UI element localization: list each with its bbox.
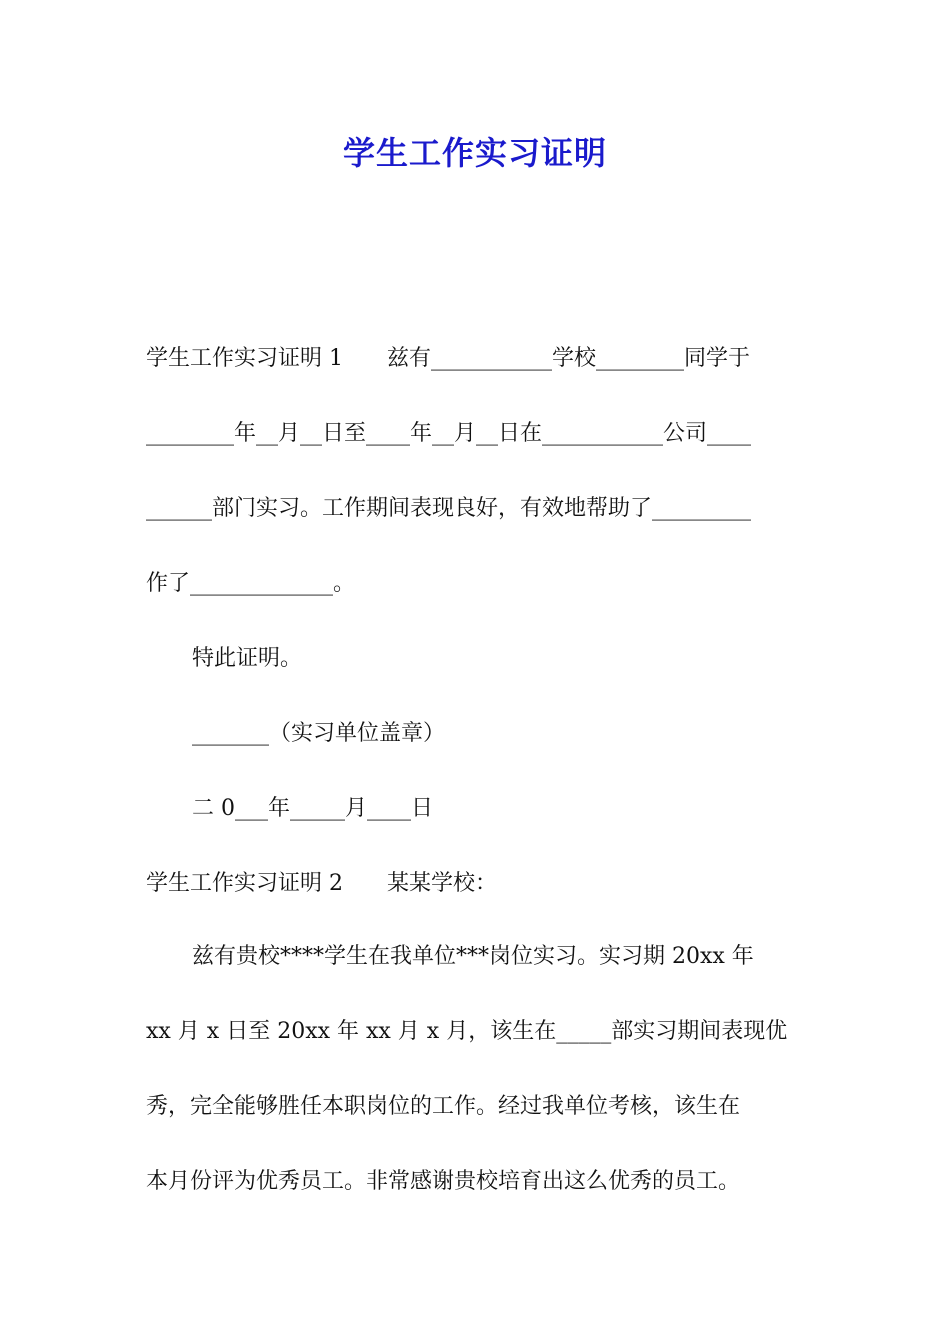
body-line-5: 特此证明。 xyxy=(192,646,303,671)
body-line-7: 二 0___年_____月____日 xyxy=(192,796,433,821)
body-line-6: _______（实习单位盖章） xyxy=(192,721,446,746)
body-line-3: ______部门实习。工作期间表现良好，有效地帮助了_________ xyxy=(146,496,752,521)
body-line-1: 学生工作实习证明 1 兹有___________学校________同学于 xyxy=(146,346,750,371)
document-title: 学生工作实习证明 xyxy=(342,134,607,172)
body-line-4: 作了_____________。 xyxy=(146,571,356,596)
body-line-11: 秀，完全能够胜任本职岗位的工作。经过我单位考核，该生在 xyxy=(146,1094,741,1119)
body-line-8: 学生工作实习证明 2 某某学校： xyxy=(146,871,497,896)
body-line-9: 兹有贵校****学生在我单位***岗位实习。实习期 20xx 年 xyxy=(192,944,754,969)
body-line-10: xx 月 x 日至 20xx 年 xx 月 x 月，该生在_____部实习期间表现优 xyxy=(146,1019,788,1044)
body-line-12: 本月份评为优秀员工。非常感谢贵校培育出这么优秀的员工。 xyxy=(146,1169,741,1194)
body-line-2: ________年__月__日至____年__月__日在___________公司____ xyxy=(146,421,752,446)
